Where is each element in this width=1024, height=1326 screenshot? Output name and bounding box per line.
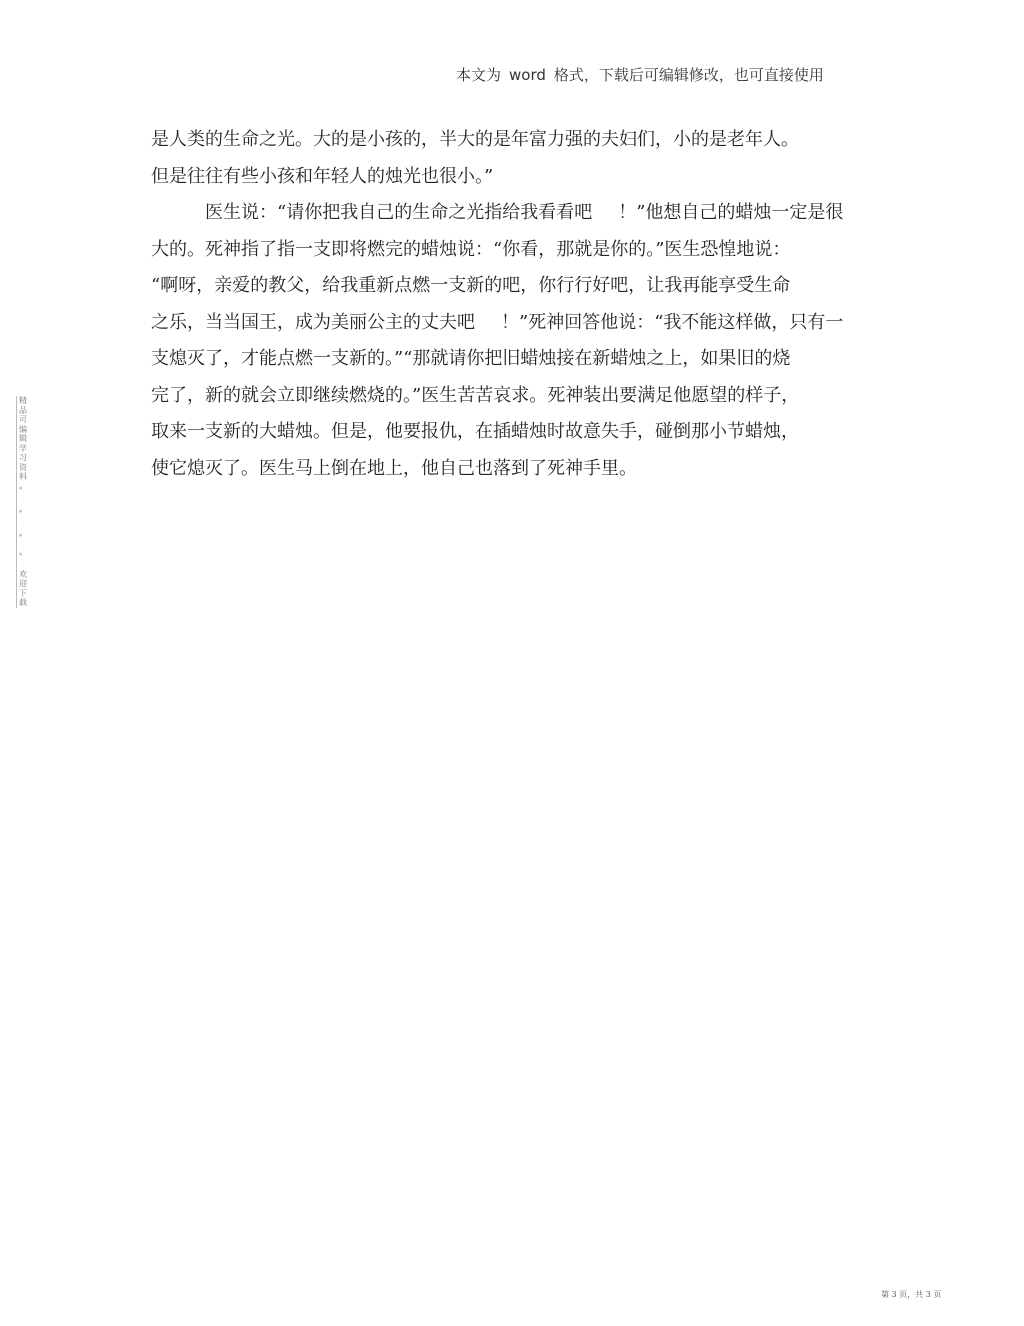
document-body: [151, 122, 891, 487]
side-char: 学: [19, 443, 27, 453]
text-line: 是人类的生命之光。大的是小孩的，半大的是年富力强的夫妇们，小的是老年人。: [151, 129, 799, 150]
text-line: 大的。死神指了指一支即将燃完的蜡烛说：“你看，那就是你的。”医生恐惶地说：: [151, 238, 791, 260]
side-char: 料: [19, 472, 27, 481]
text-segment: ！”死神回答他说：“我不能这样做，只有一: [501, 311, 844, 333]
side-char: 载: [19, 598, 27, 607]
side-char: 品: [19, 405, 27, 415]
side-dot: *: [19, 552, 23, 560]
text-segment: 之乐，当当国王，成为美丽公主的丈夫吧: [151, 311, 475, 333]
side-char: 迎: [19, 579, 27, 588]
side-char: 资: [19, 462, 27, 472]
page-number: 第 3 页，共 3 页: [881, 1290, 942, 1299]
header-prefix: 本文为: [456, 66, 502, 84]
side-char: 编: [19, 424, 27, 434]
side-dot: *: [19, 532, 23, 541]
side-char: 辑: [19, 434, 27, 443]
text-line: [151, 195, 891, 232]
text-line: 取来一支新的大蜡烛。但是，他要报仇，在插蜡烛时故意失手，碰倒那小节蜡烛，: [151, 421, 799, 442]
side-char: 精: [19, 396, 27, 405]
text-segment: ！”他想自己的蜡烛一定是很: [618, 202, 844, 223]
side-char: 欢: [19, 569, 27, 579]
text-line: 支熄灭了，才能点燃一支新的。”“那就请你把旧蜡烛接在新蜡烛之上，如果旧的烧: [151, 348, 791, 369]
text-line: 但是往往有些小孩和年轻人的烛光也很小。”: [151, 165, 494, 187]
header-suffix: 格式，下载后可编辑修改，也可直接使用: [553, 66, 824, 84]
side-dot: *: [19, 509, 23, 517]
text-line: 完了，新的就会立即继续燃烧的。”医生苦苦哀求。死神装出要满足他愿望的样子，: [151, 384, 800, 406]
side-watermark: [16, 396, 33, 608]
header-word: word: [509, 66, 546, 84]
side-char: 下: [19, 588, 27, 598]
paragraph-2: [151, 195, 891, 487]
text-segment: 医生说：“请你把我自己的生命之光指给我看看吧: [205, 202, 593, 223]
text-line: 使它熄灭了。医生马上倒在地上，他自己也落到了死神手里。: [151, 457, 637, 479]
side-char: 习: [19, 453, 27, 462]
side-char: 可: [19, 415, 27, 424]
paragraph-1: [151, 122, 891, 195]
page-header: [456, 64, 824, 85]
side-dot: *: [19, 485, 23, 494]
text-line: “啊呀，亲爱的教父，给我重新点燃一支新的吧，你行行好吧，让我再能享受生命: [151, 275, 791, 296]
text-line: [151, 305, 891, 342]
